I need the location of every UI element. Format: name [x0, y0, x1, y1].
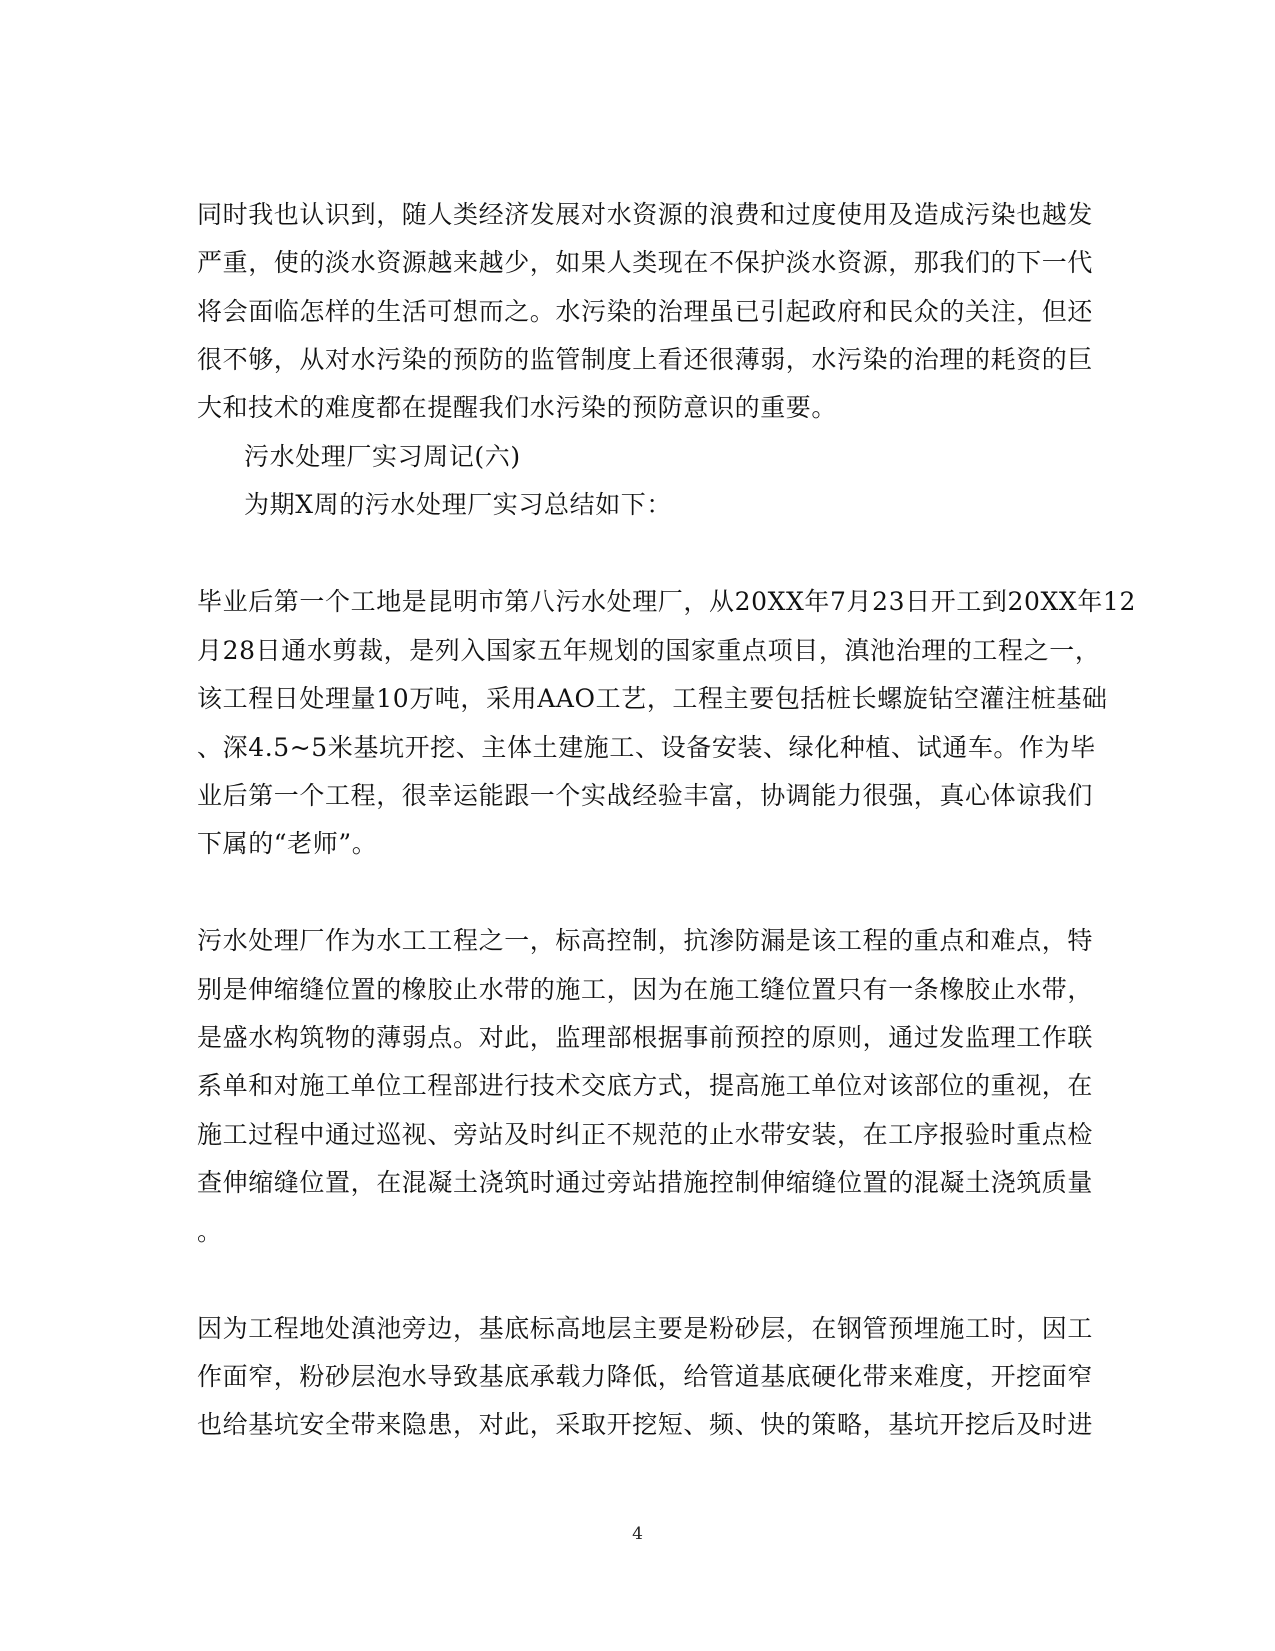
intro-line: 为期X周的污水处理厂实习总结如下： — [244, 490, 672, 519]
page-number: 4 — [632, 1524, 643, 1544]
text-line: 同时我也认识到，随人类经济发展对水资源的浪费和过度使用及造成污染也越发 — [197, 200, 1094, 229]
section-heading: 污水处理厂实习周记(六) — [244, 442, 521, 471]
text-line: 很不够，从对水污染的预防的监管制度上看还很薄弱，水污染的治理的耗资的巨 — [197, 345, 1094, 374]
text-line: 也给基坑安全带来隐患，对此，采取开挖短、频、快的策略，基坑开挖后及时进 — [197, 1410, 1094, 1439]
text-line: 查伸缩缝位置，在混凝土浇筑时通过旁站措施控制伸缩缝位置的混凝土浇筑质量 — [197, 1168, 1094, 1197]
text-line: 毕业后第一个工地是昆明市第八污水处理厂，从20XX年7月23日开工到20XX年12 — [197, 587, 1136, 616]
text-line: 别是伸缩缝位置的橡胶止水带的施工，因为在施工缝位置只有一条橡胶止水带， — [197, 975, 1094, 1004]
text-line: 严重，使的淡水资源越来越少，如果人类现在不保护淡水资源，那我们的下一代 — [197, 248, 1094, 277]
text-line: 污水处理厂作为水工工程之一，标高控制，抗渗防漏是该工程的重点和难点，特 — [197, 926, 1094, 955]
text-line: 作面窄，粉砂层泡水导致基底承载力降低，给管道基底硬化带来难度，开挖面窄 — [197, 1362, 1094, 1391]
text-line: 、深4.5~5米基坑开挖、主体土建施工、设备安装、绿化种植、试通车。作为毕 — [197, 733, 1096, 762]
text-line: 该工程日处理量10万吨，采用AAO工艺，工程主要包括桩长螺旋钻空灌注桩基础 — [197, 684, 1108, 713]
text-line: 将会面临怎样的生活可想而之。水污染的治理虽已引起政府和民众的关注，但还 — [197, 297, 1094, 326]
text-line: 施工过程中通过巡视、旁站及时纠正不规范的止水带安装，在工序报验时重点检 — [197, 1120, 1094, 1149]
text-line: 大和技术的难度都在提醒我们水污染的预防意识的重要。 — [197, 393, 838, 422]
text-line: 下属的“老师”。 — [197, 829, 378, 858]
text-line: 业后第一个工程，很幸运能跟一个实战经验丰富，协调能力很强，真心体谅我们 — [197, 781, 1094, 810]
text-line: 月28日通水剪裁，是列入国家五年规划的国家重点项目，滇池治理的工程之一， — [197, 636, 1101, 665]
text-line: 系单和对施工单位工程部进行技术交底方式，提高施工单位对该部位的重视，在 — [197, 1071, 1094, 1100]
text-line: 是盛水构筑物的薄弱点。对此，监理部根据事前预控的原则，通过发监理工作联 — [197, 1023, 1094, 1052]
text-line: 因为工程地处滇池旁边，基底标高地层主要是粉砂层，在钢管预埋施工时，因工 — [197, 1314, 1094, 1343]
text-line: 。 — [197, 1217, 223, 1246]
